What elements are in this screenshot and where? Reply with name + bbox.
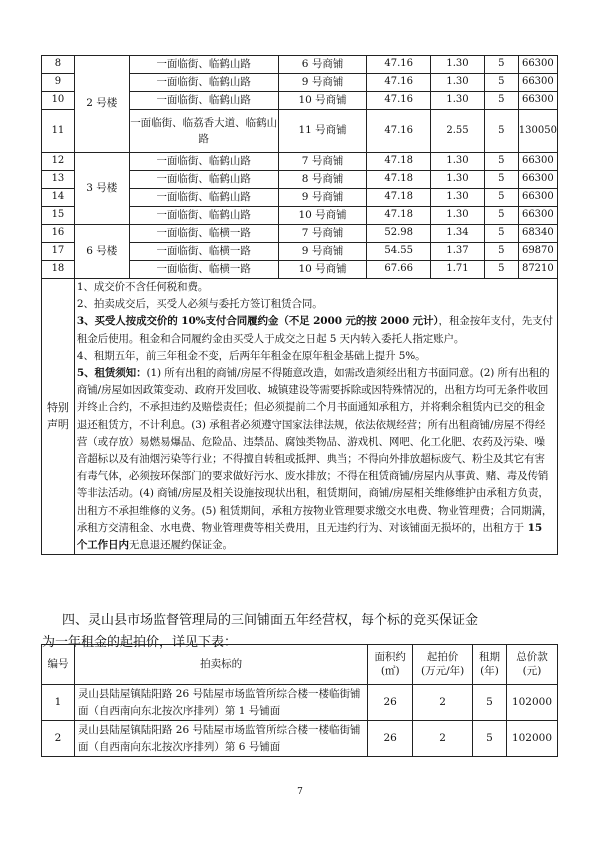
area-cell: 47.16 (367, 110, 431, 153)
term-cell: 5 (484, 110, 518, 153)
deposit-cell: 130050 (518, 110, 557, 153)
notes-label-line: 声明 (46, 417, 69, 431)
area-cell: 47.18 (367, 171, 431, 189)
header-term-unit: (年) (480, 664, 499, 677)
shop-cell: 9 号商铺 (278, 74, 367, 92)
building-cell: 2 号楼 (74, 56, 129, 153)
deposit-cell: 66300 (518, 92, 557, 110)
row-number: 16 (42, 225, 75, 243)
lot-number: 2 (42, 721, 75, 757)
note-5-tail: 无息退还履约保证金。 (128, 539, 233, 552)
price-cell: 1.30 (431, 171, 485, 189)
note-5-heading: 5、租赁须知： (76, 367, 147, 380)
shop-cell: 11 号商铺 (278, 110, 367, 153)
header-total-line: 总价款 (516, 651, 548, 664)
row-number: 14 (42, 189, 75, 207)
header-price (413, 645, 473, 685)
term-cell: 5 (484, 92, 518, 110)
notes-label (42, 279, 75, 555)
header-price-unit: (万元/年) (420, 664, 465, 677)
header-total-unit: (元) (522, 664, 542, 677)
section-heading-line: 四、灵山县市场监督管理局的三间铺面五年经营权，每个标的竞买保证金 (62, 613, 479, 628)
note-2: 2、拍卖成交后，买受人必须与委托方签订租赁合同。 (76, 298, 323, 311)
term-cell: 5 (484, 153, 518, 171)
deposit-cell: 68340 (518, 225, 557, 243)
term-cell: 5 (484, 189, 518, 207)
note-3-emphasis: 3、买受人按成交价的 10%支付合同履约金（不足 2000 元的按 2000 元计） (76, 315, 439, 328)
price-cell: 1.30 (431, 153, 485, 171)
table-row (42, 721, 558, 757)
price-cell: 1.34 (431, 225, 485, 243)
price-cell: 1.30 (431, 92, 485, 110)
term-cell: 5 (484, 261, 518, 279)
area-cell: 47.16 (367, 56, 431, 74)
price-cell: 1.30 (431, 74, 485, 92)
term-cell: 5 (484, 171, 518, 189)
shop-cell: 8 号商铺 (278, 171, 367, 189)
notes-row (42, 279, 558, 555)
location-cell: 一面临街、临鹤山路 (129, 74, 278, 92)
area-cell: 26 (368, 721, 413, 757)
shop-cell: 9 号商铺 (278, 189, 367, 207)
notes-label-line: 特别 (46, 401, 69, 415)
price-cell: 2 (413, 685, 473, 721)
note-5-text: (1) 所有出租的商铺/房屋不得随意改造，如需改造须经出租方书面同意。(2) 所有出租的商铺/房屋如因政策变动、政府开发回收、城镇建设等需要拆除或因特殊情况的，出租方均可无条件收回并终止合约，不承担违约及赔偿责任；但必须提前二个月书面通知承租方，并将剩余租赁内已交的租金退还租赁方，不计利息。(3) 承租者必须遵守国家法律法规，依法依规经营；所有出租商铺/房屋不得经营（或存放）易燃易爆品、危险品、违禁品、腐蚀类物品、游戏机、网吧、化工化肥、农药及污染、噪音超标以及有油烟污染等行业；不得擅自转租或抵押、典当；不得向外排放超标废气、粉尘及其它有害有毒气体，必须按环保部门的要求做好污水、废水排放；不得在租赁商铺/房屋内从事黄、赌、毒及传销等非法活动。(4) 商铺/房屋及相关设施按现状出租，租赁期间，商铺/房屋相关维修维护由承租方负责，出租方不承担维修的义务。(5) 租赁期间，承租方按物业管理要求缴交水电费、物业管理费；合同期满，承租方交清租金、水电费、物业管理费等相关费用，且无违约行为、对该铺面无损坏的，出租方于 (76, 367, 553, 534)
price-cell: 1.71 (431, 261, 485, 279)
term-cell: 5 (484, 243, 518, 261)
price-cell: 1.30 (431, 207, 485, 225)
total-cell: 102000 (506, 721, 557, 757)
deposit-cell: 66300 (518, 74, 557, 92)
lot-number: 1 (42, 685, 75, 721)
term-cell: 5 (484, 207, 518, 225)
deposit-cell: 66300 (518, 171, 557, 189)
header-area (368, 645, 413, 685)
location-cell: 一面临街、临鹤山路 (129, 189, 278, 207)
header-area-unit: (㎡) (380, 664, 400, 677)
table-row (42, 56, 558, 74)
building-cell: 3 号楼 (74, 153, 129, 225)
header-price-line: 起拍价 (426, 651, 459, 664)
building-cell: 6 号楼 (74, 225, 129, 279)
shop-cell: 7 号商铺 (278, 225, 367, 243)
price-cell: 2 (413, 721, 473, 757)
note-5 (77, 365, 555, 554)
area-cell: 26 (368, 685, 413, 721)
lot-description: 灵山县陆屋镇陆阳路 26 号陆屋市场监管所综合楼一楼临街铺面（自西南向东北按次序排列）第 1 号铺面 (74, 685, 367, 721)
area-cell: 47.16 (367, 92, 431, 110)
table-row (42, 685, 558, 721)
shop-cell: 6 号商铺 (278, 56, 367, 74)
term-cell: 5 (473, 721, 507, 757)
price-cell: 1.30 (431, 56, 485, 74)
location-cell: 一面临街、临鹤山路 (129, 153, 278, 171)
deposit-cell: 66300 (518, 56, 557, 74)
row-number: 12 (42, 153, 75, 171)
term-cell: 5 (473, 685, 507, 721)
row-number: 18 (42, 261, 75, 279)
deposit-cell: 66300 (518, 207, 557, 225)
area-cell: 47.18 (367, 189, 431, 207)
location-cell: 一面临街、临横一路 (129, 225, 278, 243)
table-row (42, 153, 558, 171)
shop-cell: 10 号商铺 (278, 207, 367, 225)
header-term-line: 租期 (479, 651, 500, 664)
total-cell: 102000 (506, 685, 557, 721)
special-statement (74, 279, 557, 555)
row-number: 17 (42, 243, 75, 261)
shop-cell: 9 号商铺 (278, 243, 367, 261)
location-cell: 一面临街、临鹤山路 (129, 207, 278, 225)
area-cell: 52.98 (367, 225, 431, 243)
deposit-cell: 66300 (518, 189, 557, 207)
term-cell: 5 (484, 56, 518, 74)
location-cell: 一面临街、临荔香大道、临鹤山路 (129, 110, 278, 153)
table-header-row (42, 645, 558, 685)
term-cell: 5 (484, 74, 518, 92)
location-cell: 一面临街、临横一路 (129, 261, 278, 279)
price-cell: 2.55 (431, 110, 485, 153)
shop-cell: 7 号商铺 (278, 153, 367, 171)
note-1: 1、成交价不含任何税和费。 (76, 281, 209, 293)
row-number: 11 (42, 110, 75, 153)
table-row (42, 225, 558, 243)
shops-table (41, 55, 558, 555)
note-5-emphasis: 15 个工作日内 (76, 521, 543, 552)
header-total (506, 645, 557, 685)
header-area-line: 面积约 (374, 651, 406, 664)
deposit-cell: 66300 (518, 153, 557, 171)
term-cell: 5 (484, 225, 518, 243)
deposit-cell: 87210 (518, 261, 557, 279)
row-number: 8 (42, 56, 75, 74)
lots-table (41, 644, 558, 757)
price-cell: 1.37 (431, 243, 485, 261)
shop-cell: 10 号商铺 (278, 261, 367, 279)
row-number: 10 (42, 92, 75, 110)
area-cell: 54.55 (367, 243, 431, 261)
location-cell: 一面临街、临横一路 (129, 243, 278, 261)
note-3 (77, 313, 555, 347)
area-cell: 67.66 (367, 261, 431, 279)
row-number: 15 (42, 207, 75, 225)
section-heading-line: 为一年租金的起拍价，详见下表： (42, 635, 238, 650)
page-number: 7 (297, 787, 303, 797)
price-cell: 1.30 (431, 189, 485, 207)
area-cell: 47.18 (367, 207, 431, 225)
shop-cell: 10 号商铺 (278, 92, 367, 110)
note-4: 4、租期五年，前三年租金不变，后两年年租金在原年租金基础上提升 5%。 (76, 349, 426, 362)
area-cell: 47.16 (367, 74, 431, 92)
row-number: 13 (42, 171, 75, 189)
deposit-cell: 69870 (518, 243, 557, 261)
note-3-text: ，租金按年支付，先支付租金后使用。租金和合同履约金由买受人于成交之日起 5 天内转入委托人指定账户。 (76, 315, 553, 345)
row-number: 9 (42, 74, 75, 92)
header-lot: 拍卖标的 (74, 645, 367, 685)
location-cell: 一面临街、临鹤山路 (129, 56, 278, 74)
header-no: 编号 (42, 645, 75, 685)
location-cell: 一面临街、临鹤山路 (129, 171, 278, 189)
header-term (473, 645, 507, 685)
location-cell: 一面临街、临鹤山路 (129, 92, 278, 110)
area-cell: 47.18 (367, 153, 431, 171)
lot-description: 灵山县陆屋镇陆阳路 26 号陆屋市场监管所综合楼一楼临街铺面（自西南向东北按次序排列）第 6 号铺面 (74, 721, 367, 757)
